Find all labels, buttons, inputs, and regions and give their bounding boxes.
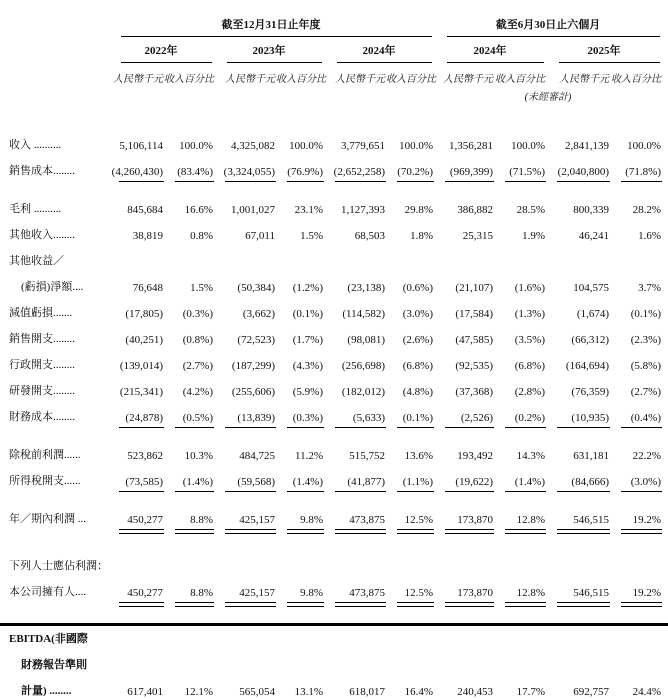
cell-value: (72,523) bbox=[237, 334, 275, 346]
cell-value: (92,535) bbox=[455, 360, 493, 372]
table-row bbox=[8, 463, 662, 493]
cell-value bbox=[546, 243, 610, 269]
cell-value: 1.8% bbox=[410, 230, 433, 242]
cell-value: 4,325,082 bbox=[231, 140, 275, 152]
cell-value: 14.3% bbox=[516, 450, 545, 462]
cell-value: (1.1%) bbox=[386, 463, 434, 493]
row-label: 年／期內利潤 ... bbox=[9, 513, 86, 525]
cell-value: 16.6% bbox=[184, 204, 213, 216]
cell-value: (17,805) bbox=[125, 308, 163, 320]
cell-value: 1,127,393 bbox=[341, 204, 385, 216]
cell-value: 13.1% bbox=[294, 686, 323, 698]
header-spacer bbox=[8, 85, 434, 127]
cell-value: 173,870 bbox=[434, 493, 494, 534]
cell-value bbox=[214, 534, 276, 574]
cell-value: 104,575 bbox=[573, 282, 609, 294]
cell-value: 546,515 bbox=[546, 493, 610, 534]
cell-value: (0.4%) bbox=[610, 399, 662, 429]
header-spacer bbox=[8, 63, 108, 85]
cell-value bbox=[610, 243, 662, 269]
cell-value: (24,878) bbox=[108, 399, 164, 429]
cell-value bbox=[324, 647, 386, 673]
cell-value: 19.2% bbox=[610, 574, 662, 607]
cell-value: (50,384) bbox=[237, 282, 275, 294]
cell-value: 8.8% bbox=[164, 493, 214, 534]
period-group-row bbox=[8, 6, 662, 37]
percent-subheader: 收入百分比 bbox=[495, 74, 545, 85]
cell-value: (0.3%) bbox=[276, 399, 324, 429]
cell-value bbox=[434, 534, 494, 574]
amount-subheader: 人民幣千元 bbox=[113, 74, 163, 85]
cell-value: 67,011 bbox=[245, 230, 275, 242]
cell-value: 386,882 bbox=[457, 204, 493, 216]
cell-value: 523,862 bbox=[127, 450, 163, 462]
cell-value: (1.7%) bbox=[292, 334, 323, 346]
cell-value: (5.9%) bbox=[292, 386, 323, 398]
cell-value: 13.6% bbox=[404, 450, 433, 462]
cell-value: 22.2% bbox=[632, 450, 661, 462]
row-label: 本公司擁有人.... bbox=[9, 586, 86, 598]
cell-value: 12.5% bbox=[386, 574, 434, 607]
subheader-row bbox=[8, 63, 662, 85]
cell-value: (3.5%) bbox=[514, 334, 545, 346]
cell-value: (19,622) bbox=[434, 463, 494, 493]
cell-value: (4.2%) bbox=[182, 386, 213, 398]
table-row bbox=[8, 217, 662, 243]
cell-value: (76.9%) bbox=[276, 153, 324, 183]
cell-value: 618,017 bbox=[349, 686, 385, 698]
document-page bbox=[0, 6, 668, 698]
cell-value bbox=[434, 243, 494, 269]
cell-value: (98,081) bbox=[347, 334, 385, 346]
cell-value: (0.2%) bbox=[494, 399, 546, 429]
cell-value bbox=[276, 243, 324, 269]
cell-value bbox=[494, 647, 546, 673]
year-row bbox=[8, 37, 662, 63]
table-row bbox=[8, 243, 662, 269]
cell-value: (182,012) bbox=[341, 386, 385, 398]
cell-value: 24.4% bbox=[632, 686, 661, 698]
cell-value: (215,341) bbox=[119, 386, 163, 398]
row-label: 毛利 .......... bbox=[9, 203, 62, 215]
unaudited-note-row bbox=[8, 85, 662, 127]
cell-value: 515,752 bbox=[349, 450, 385, 462]
cell-value: 100.0% bbox=[399, 140, 433, 152]
cell-value bbox=[546, 647, 610, 673]
cell-value bbox=[386, 243, 434, 269]
cell-value: 193,492 bbox=[457, 450, 493, 462]
cell-value: (0.3%) bbox=[182, 308, 213, 320]
cell-value bbox=[546, 534, 610, 574]
percent-subheader: 收入百分比 bbox=[164, 74, 214, 85]
cell-value: 12.1% bbox=[184, 686, 213, 698]
header-spacer bbox=[8, 37, 108, 63]
cell-value: (256,698) bbox=[341, 360, 385, 372]
cell-value: (1.4%) bbox=[494, 463, 546, 493]
unaudited-note: (未經審計) bbox=[524, 92, 572, 103]
cell-value: 473,875 bbox=[324, 574, 386, 607]
row-label: 除稅前利潤...... bbox=[9, 449, 81, 461]
cell-value: (1.6%) bbox=[514, 282, 545, 294]
cell-value: 1.6% bbox=[638, 230, 661, 242]
row-label: 財務成本........ bbox=[9, 411, 75, 423]
cell-value bbox=[108, 534, 164, 574]
cell-value: 11.2% bbox=[294, 450, 323, 462]
cell-value: (4,260,430) bbox=[108, 153, 164, 183]
cell-value: 17.7% bbox=[516, 686, 545, 698]
cell-value bbox=[276, 534, 324, 574]
cell-value: (41,877) bbox=[324, 463, 386, 493]
cell-value bbox=[546, 607, 610, 647]
table-row bbox=[8, 373, 662, 399]
percent-subheader: 收入百分比 bbox=[276, 74, 326, 85]
cell-value: (71.5%) bbox=[494, 153, 546, 183]
cell-value: (76,359) bbox=[571, 386, 609, 398]
cell-value: 800,339 bbox=[573, 204, 609, 216]
header-spacer bbox=[8, 6, 108, 37]
cell-value: 1.5% bbox=[190, 282, 213, 294]
cell-value: (2,040,800) bbox=[546, 153, 610, 183]
table-row bbox=[8, 429, 662, 463]
cell-value bbox=[434, 647, 494, 673]
cell-value: (3.0%) bbox=[402, 308, 433, 320]
table-row bbox=[8, 493, 662, 534]
cell-value: (37,368) bbox=[455, 386, 493, 398]
cell-value bbox=[214, 243, 276, 269]
cell-value: (969,399) bbox=[434, 153, 494, 183]
cell-value: 1,356,281 bbox=[449, 140, 493, 152]
cell-value: 9.8% bbox=[276, 493, 324, 534]
cell-value: (187,299) bbox=[231, 360, 275, 372]
row-label: 財務報告準則 bbox=[21, 659, 87, 671]
cell-value bbox=[610, 647, 662, 673]
cell-value: 240,453 bbox=[457, 686, 493, 698]
cell-value: (40,251) bbox=[125, 334, 163, 346]
cell-value: (1.3%) bbox=[514, 308, 545, 320]
cell-value: (5.8%) bbox=[630, 360, 661, 372]
cell-value bbox=[324, 243, 386, 269]
cell-value: 19.2% bbox=[610, 493, 662, 534]
table-row bbox=[8, 183, 662, 217]
cell-value: (0.1%) bbox=[630, 308, 661, 320]
cell-value: 25,315 bbox=[462, 230, 493, 242]
cell-value: (10,935) bbox=[546, 399, 610, 429]
row-label: 收入 .......... bbox=[9, 139, 62, 151]
cell-value: 68,503 bbox=[354, 230, 385, 242]
cell-value: (1.2%) bbox=[292, 282, 323, 294]
cell-value: 28.5% bbox=[516, 204, 545, 216]
row-label: 銷售開支........ bbox=[9, 333, 75, 345]
cell-value: (2.3%) bbox=[630, 334, 661, 346]
cell-value: 484,725 bbox=[239, 450, 275, 462]
cell-value: 9.8% bbox=[276, 574, 324, 607]
year-header-2023: 2023年 bbox=[214, 37, 324, 63]
cell-value: 617,401 bbox=[127, 686, 163, 698]
cell-value bbox=[164, 243, 214, 269]
cell-value bbox=[108, 243, 164, 269]
cell-value: (5,633) bbox=[324, 399, 386, 429]
cell-value: (255,606) bbox=[231, 386, 275, 398]
cell-value: 3,779,651 bbox=[341, 140, 385, 152]
row-label: EBITDA(非國際 bbox=[9, 633, 88, 645]
table-row bbox=[8, 534, 662, 574]
row-label: 其他收入........ bbox=[9, 229, 75, 241]
cell-value: 100.0% bbox=[627, 140, 661, 152]
row-label: 研發開支........ bbox=[9, 385, 75, 397]
period-group-header-interim: 截至6月30日止六個月 bbox=[434, 6, 662, 37]
cell-value bbox=[386, 647, 434, 673]
row-label: 行政開支........ bbox=[9, 359, 75, 371]
bottom-rule bbox=[0, 623, 668, 626]
cell-value bbox=[108, 647, 164, 673]
period-group-header-annual: 截至12月31日止年度 bbox=[108, 6, 434, 37]
cell-value: (0.1%) bbox=[386, 399, 434, 429]
cell-value: (23,138) bbox=[347, 282, 385, 294]
table-row bbox=[8, 295, 662, 321]
table-row bbox=[8, 127, 662, 153]
cell-value: (21,107) bbox=[455, 282, 493, 294]
cell-value: 100.0% bbox=[179, 140, 213, 152]
row-label: 所得稅開支...... bbox=[9, 475, 81, 487]
cell-value bbox=[164, 647, 214, 673]
cell-value bbox=[276, 647, 324, 673]
cell-value: (0.1%) bbox=[292, 308, 323, 320]
cell-value: (4.3%) bbox=[292, 360, 323, 372]
cell-value: (2.6%) bbox=[402, 334, 433, 346]
cell-value: 1.5% bbox=[300, 230, 323, 242]
financial-summary-table bbox=[8, 6, 662, 699]
cell-value: (2.8%) bbox=[514, 386, 545, 398]
cell-value bbox=[324, 607, 386, 647]
cell-value: (6.8%) bbox=[514, 360, 545, 372]
cell-value: 473,875 bbox=[324, 493, 386, 534]
cell-value: (3.0%) bbox=[610, 463, 662, 493]
cell-value: 12.8% bbox=[494, 574, 546, 607]
cell-value: 100.0% bbox=[511, 140, 545, 152]
year-header-2024-interim: 2024年 bbox=[434, 37, 546, 63]
table-body bbox=[8, 127, 662, 699]
cell-value bbox=[610, 534, 662, 574]
cell-value: 631,181 bbox=[573, 450, 609, 462]
cell-value: 23.1% bbox=[294, 204, 323, 216]
cell-value: 2,841,139 bbox=[565, 140, 609, 152]
year-header-2022: 2022年 bbox=[108, 37, 214, 63]
cell-value bbox=[164, 607, 214, 647]
cell-value: (4.8%) bbox=[402, 386, 433, 398]
cell-value: (1,674) bbox=[576, 308, 609, 320]
cell-value: (66,312) bbox=[571, 334, 609, 346]
cell-value bbox=[434, 607, 494, 647]
table-row bbox=[8, 269, 662, 295]
table-row bbox=[8, 647, 662, 673]
cell-value: (84,666) bbox=[546, 463, 610, 493]
cell-value: 12.8% bbox=[494, 493, 546, 534]
table-row bbox=[8, 347, 662, 373]
cell-value bbox=[494, 534, 546, 574]
row-label: 減值虧損....... bbox=[9, 307, 73, 319]
cell-value: (0.8%) bbox=[182, 334, 213, 346]
cell-value: 5,106,114 bbox=[119, 140, 163, 152]
amount-subheader: 人民幣千元 bbox=[443, 74, 493, 85]
cell-value: (1.4%) bbox=[164, 463, 214, 493]
cell-value: (71.8%) bbox=[610, 153, 662, 183]
cell-value: (83.4%) bbox=[164, 153, 214, 183]
cell-value: 38,819 bbox=[132, 230, 163, 242]
cell-value: (3,324,055) bbox=[214, 153, 276, 183]
amount-subheader: 人民幣千元 bbox=[225, 74, 275, 85]
cell-value: 1.9% bbox=[522, 230, 545, 242]
cell-value: (139,014) bbox=[119, 360, 163, 372]
cell-value: (1.4%) bbox=[276, 463, 324, 493]
cell-value bbox=[494, 243, 546, 269]
cell-value bbox=[324, 534, 386, 574]
cell-value bbox=[276, 607, 324, 647]
table-row bbox=[8, 153, 662, 183]
cell-value: 0.8% bbox=[190, 230, 213, 242]
table-row bbox=[8, 673, 662, 699]
cell-value bbox=[494, 607, 546, 647]
cell-value bbox=[164, 534, 214, 574]
cell-value: (6.8%) bbox=[402, 360, 433, 372]
year-header-2025-interim: 2025年 bbox=[546, 37, 662, 63]
cell-value: (2,526) bbox=[434, 399, 494, 429]
cell-value: (73,585) bbox=[108, 463, 164, 493]
cell-value: 1,001,027 bbox=[231, 204, 275, 216]
cell-value: 425,157 bbox=[214, 574, 276, 607]
amount-subheader: 人民幣千元 bbox=[559, 74, 609, 85]
cell-value bbox=[610, 607, 662, 647]
cell-value: 16.4% bbox=[404, 686, 433, 698]
cell-value: (70.2%) bbox=[386, 153, 434, 183]
cell-value: (0.5%) bbox=[164, 399, 214, 429]
cell-value: (2.7%) bbox=[630, 386, 661, 398]
cell-value: (17,584) bbox=[455, 308, 493, 320]
cell-value: 28.2% bbox=[632, 204, 661, 216]
cell-value: 173,870 bbox=[434, 574, 494, 607]
cell-value bbox=[108, 607, 164, 647]
cell-value: (0.6%) bbox=[402, 282, 433, 294]
table-row bbox=[8, 574, 662, 607]
row-label: 其他收益／ bbox=[9, 255, 64, 267]
cell-value: (114,582) bbox=[342, 308, 385, 320]
cell-value: 46,241 bbox=[578, 230, 609, 242]
cell-value: (3,662) bbox=[242, 308, 275, 320]
percent-subheader: 收入百分比 bbox=[611, 74, 661, 85]
cell-value: (2,652,258) bbox=[324, 153, 386, 183]
cell-value bbox=[386, 534, 434, 574]
cell-value: 546,515 bbox=[546, 574, 610, 607]
cell-value: (164,694) bbox=[565, 360, 609, 372]
cell-value bbox=[214, 647, 276, 673]
cell-value bbox=[214, 607, 276, 647]
row-label: 計量) ........ bbox=[21, 685, 72, 697]
row-label: 下列人士應佔利潤： bbox=[9, 560, 108, 572]
percent-subheader: 收入百分比 bbox=[386, 74, 436, 85]
cell-value bbox=[386, 607, 434, 647]
cell-value: 692,757 bbox=[573, 686, 609, 698]
cell-value: 8.8% bbox=[164, 574, 214, 607]
cell-value: (13,839) bbox=[214, 399, 276, 429]
cell-value: 450,277 bbox=[108, 493, 164, 534]
cell-value: 845,684 bbox=[127, 204, 163, 216]
cell-value: 29.8% bbox=[404, 204, 433, 216]
table-row bbox=[8, 321, 662, 347]
cell-value: 76,648 bbox=[132, 282, 163, 294]
cell-value: (47,585) bbox=[455, 334, 493, 346]
cell-value: 450,277 bbox=[108, 574, 164, 607]
cell-value: 565,054 bbox=[239, 686, 275, 698]
cell-value: 425,157 bbox=[214, 493, 276, 534]
cell-value: 100.0% bbox=[289, 140, 323, 152]
cell-value: (2.7%) bbox=[182, 360, 213, 372]
cell-value: 12.5% bbox=[386, 493, 434, 534]
year-header-2024: 2024年 bbox=[324, 37, 434, 63]
row-label: 銷售成本........ bbox=[9, 165, 75, 177]
table-row bbox=[8, 399, 662, 429]
row-label: (虧損)淨額.... bbox=[21, 281, 84, 293]
cell-value: 10.3% bbox=[184, 450, 213, 462]
table-row bbox=[8, 607, 662, 647]
cell-value: 3.7% bbox=[638, 282, 661, 294]
amount-subheader: 人民幣千元 bbox=[335, 74, 385, 85]
cell-value: (59,568) bbox=[214, 463, 276, 493]
